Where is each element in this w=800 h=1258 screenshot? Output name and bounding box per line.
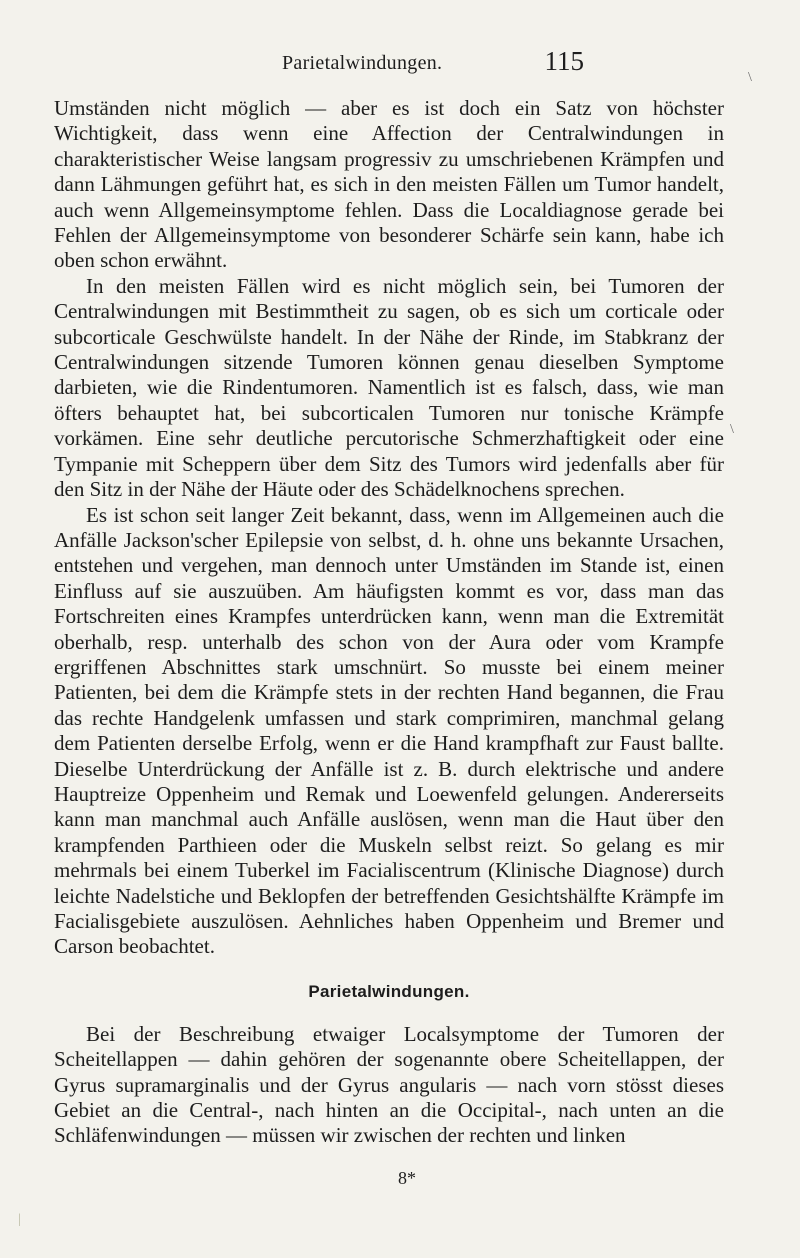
margin-mark-top-right: \ — [748, 70, 752, 85]
paragraph-1: Umständen nicht möglich — aber es ist doch ein Satz von höchster Wichtigkeit, dass wenn eine Affection der Centralwindungen in charakteristischer Weise langsam progressiv zu umschriebenen Krämpfen und dann Lähmungen geführt hat, es sich in den meisten Fällen um Tumor handelt, auch wenn Allgemeinsymptome fehlen. Dass die Localdiagnose gerade bei Fehlen der Allgemeinsymptome von besonderer Schärfe sein kann, habe ich oben schon erwähnt. — [54, 96, 724, 273]
paragraph-3: Es ist schon seit langer Zeit bekannt, dass, wenn im Allgemeinen auch die Anfälle Jackson'scher Epilepsie von selbst, d. h. ohne uns bekannte Ursachen, entstehen und vergehen, man dennoch unter Umständen im Stande ist, einen Einfluss auf sie auszuüben. Am häufigsten kommt es vor, dass man das Fortschreiten eines Krampfes unterdrücken kann, wenn man die Extremität oberhalb, resp. unterhalb des schon von der Aura oder vom Krampfe ergriffenen Abschnittes stark umschnürt. So musste bei einem meiner Patienten, bei dem die Krämpfe stets in der rechten Hand begannen, die Frau das rechte Handgelenk umfassen und stark comprimiren, manchmal gelang dem Patienten derselbe Erfolg, wenn er die Hand krampfhaft zur Faust ballte. Dieselbe Unterdrückung der Anfälle ist z. B. durch elektrische und andere Hauptreize Oppenheim und Remak und Loewenfeld gelungen. Andererseits kann man manchmal auch Anfälle auslösen, wenn man die Haut über den krampfenden Parthieen oder die Muskeln selbst reizt. So gelang es mir mehrmals bei einem Tuberkel im Facialiscentrum (Klinische Diagnose) durch leichte Nadelstiche und Beklopfen der betreffenden Gesichtshälfte Krämpfe im Facialisgebiete auszulösen. Aehnliches haben Oppenheim und Bremer und Carson beobachtet. — [54, 502, 724, 959]
section-paragraph: Bei der Beschreibung etwaiger Localsymptome der Tumoren der Scheitellappen — dahin gehören der sogenannte obere Scheitellappen, der Gyrus supramarginalis und der Gyrus angularis — nach vorn stösst dieses Gebiet an die Central-, nach hinten an die Occipital-, nach unten an die Schläfenwindungen — müssen wir zwischen der rechten und linken — [54, 1021, 724, 1148]
section-heading: Parietalwindungen. — [308, 981, 470, 1001]
running-title: Parietalwindungen. — [282, 52, 443, 74]
margin-mark-bottom-left: | — [18, 1212, 21, 1227]
page-number: 115 — [544, 46, 584, 76]
page-header — [0, 46, 800, 92]
margin-mark-middle-right: \ — [730, 422, 734, 437]
body-text — [54, 96, 724, 1149]
signature-mark: 8* — [398, 1168, 416, 1188]
paragraph-2: In den meisten Fällen wird es nicht möglich sein, bei Tumoren der Centralwindungen mit Bestimmtheit zu sagen, ob es sich um corticale oder subcorticale Geschwülste handelt. In der Nähe der Rinde, im Stabkranz der Centralwindungen sitzende Tumoren können genau dieselben Symptome darbieten, wie die Rindentumoren. Namentlich ist es falsch, dass, wie man öfters behauptet hat, bei subcorticalen Tumoren nur tonische Krämpfe vorkämen. Eine sehr deutliche percutorische Schmerzhaftigkeit oder eine Tympanie mit Scheppern über dem Sitz des Tumors wird jedenfalls aber für den Sitz in der Nähe der Häute oder des Schädelknochens sprechen. — [54, 273, 724, 502]
